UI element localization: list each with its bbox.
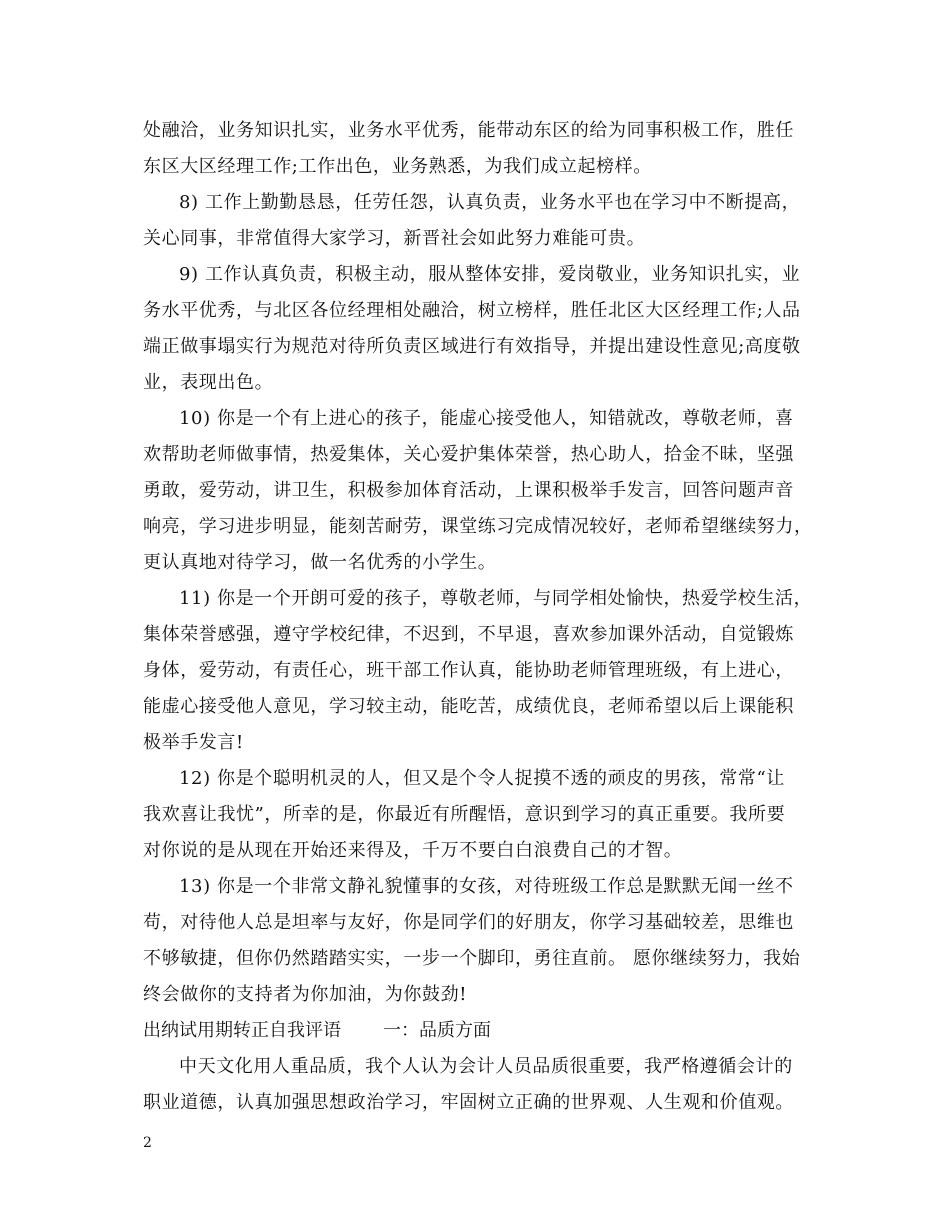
text-line: 苟，对待他人总是坦率与友好，你是同学们的好朋友，你学习基础较差，思维也: [143, 912, 794, 933]
text-line: 职业道德，认真加强思想政治学习，牢固树立正确的世界观、人生观和价值观。: [143, 1092, 794, 1113]
text-line: 9) 工作认真负责，积极主动，服从整体安排，爱岗敬业，业务知识扎实，业: [179, 264, 801, 285]
text-line: 端正做事塌实行为规范对待所负责区域进行有效指导，并提出建设性意见;高度敬: [143, 336, 801, 357]
text-line: 极举手发言!: [143, 732, 244, 753]
text-line: 不够敏捷，但你仍然踏踏实实，一步一个脚印，勇往直前。 愿你继续努力，我始: [143, 948, 801, 969]
section-heading-title: 出纳试用期转正自我评语: [143, 1020, 341, 1041]
closing-text: [143, 1049, 823, 1121]
section-heading: [143, 1013, 823, 1049]
text-line: 处融洽，业务知识扎实，业务水平优秀，能带动东区的给为同事积极工作，胜任: [143, 120, 794, 141]
section-heading-subtitle: 一：品质方面: [383, 1020, 491, 1041]
text-line: 响亮，学习进步明显，能刻苦耐劳，课堂练习完成情况较好，老师希望继续努力，: [143, 516, 813, 537]
text-line: 8) 工作上勤勤恳恳，任劳任怨，认真负责，业务水平也在学习中不断提高，: [179, 192, 801, 213]
text-line: 勇敢，爱劳动，讲卫生，积极参加体育活动，上课积极举手发言，回答问题声音: [143, 480, 794, 501]
text-line: 集体荣誉感强，遵守学校纪律，不迟到，不早退，喜欢参加课外活动，自觉锻炼: [143, 624, 794, 645]
text-line: 13) 你是一个非常文静礼貌懂事的女孩，对待班级工作总是默默无闻一丝不: [179, 876, 794, 897]
text-line: 终会做你的支持者为你加油，为你鼓劲!: [143, 984, 468, 1005]
text-line: 更认真地对待学习，做一名优秀的小学生。: [143, 552, 497, 573]
text-line: 12) 你是个聪明机灵的人，但又是个令人捉摸不透的顽皮的男孩，常常“让: [179, 768, 785, 789]
body-text: [143, 113, 823, 1013]
text-line: 身体，爱劳动，有责任心，班干部工作认真，能协助老师管理班级，有上进心，: [143, 660, 794, 681]
text-line: 中天文化用人重品质，我个人认为会计人员品质很重要，我严格遵循会计的: [179, 1056, 793, 1077]
text-line: 能虚心接受他人意见，学习较主动，能吃苦，成绩优良，老师希望以后上课能积: [143, 696, 794, 717]
document-page: [143, 113, 823, 1121]
text-line: 对你说的是从现在开始还来得及，千万不要白白浪费自己的才智。: [143, 840, 683, 861]
page-number: 2: [143, 1135, 152, 1151]
text-line: 务水平优秀，与北区各位经理相处融洽，树立榜样，胜任北区大区经理工作;人品: [143, 300, 801, 321]
text-line: 10) 你是一个有上进心的孩子，能虚心接受他人，知错就改，尊敬老师，喜: [179, 408, 794, 429]
text-line: 欢帮助老师做事情，热爱集体，关心爱护集体荣誉，热心助人，拾金不昧，坚强: [143, 444, 794, 465]
text-line: 业，表现出色。: [143, 372, 274, 393]
text-line: 我欢喜让我忧”，所幸的是，你最近有所醒悟，意识到学习的真正重要。我所要: [143, 804, 786, 825]
text-line: 11) 你是一个开朗可爱的孩子，尊敬老师，与同学相处愉快，热爱学校生活，: [179, 588, 813, 609]
text-line: 东区大区经理工作;工作出色，业务熟悉，为我们成立起榜样。: [143, 156, 652, 177]
text-line: 关心同事，非常值得大家学习，新晋社会如此努力难能可贵。: [143, 228, 646, 249]
